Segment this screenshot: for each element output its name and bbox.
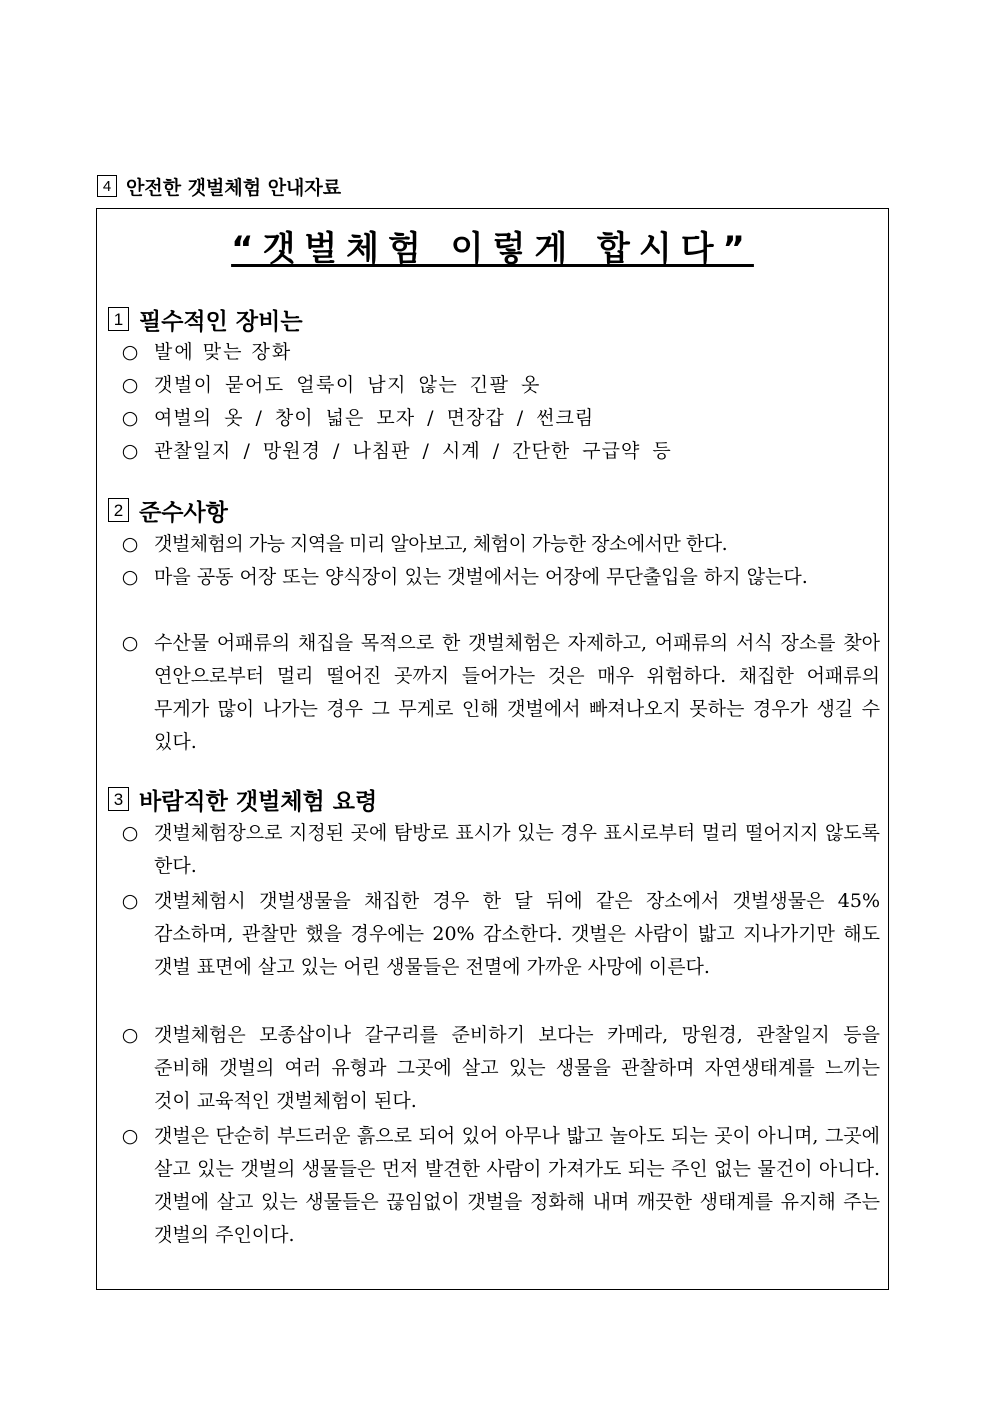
guideline-item-text: 갯벌체험장으로 지정된 곳에 탐방로 표시가 있는 경우 표시로부터 멀리 떨어지지 않도록 한다. xyxy=(154,822,880,877)
equipment-item xyxy=(119,435,880,468)
rule-item-text: 갯벌체험의 가능 지역을 미리 알아보고, 체험이 가능한 장소에서만 한다. xyxy=(154,533,728,555)
guideline-item-text: 갯벌체험시 갯벌생물을 채집한 경우 한 달 뒤에 같은 장소에서 갯벌생물은 45% 감소하며, 관찰만 했을 경우에는 20% 감소한다. 갯벌은 사람이 밟고 지나가기만 해도 갯벌 표면에 살고 있는 어린 생물들은 전멸에 가까운 사망에 이른다. xyxy=(154,890,880,978)
rule-item xyxy=(119,528,880,561)
section-1-title: 필수적인 장비는 xyxy=(139,308,303,335)
bullet-circle: ○ xyxy=(121,407,139,429)
bullet-circle: ○ xyxy=(121,341,139,363)
section-3-number-box: 3 xyxy=(108,787,129,811)
main-title-text: “갯벌체험 이렇게 합시다” xyxy=(231,229,754,269)
bullet-circle: ○ xyxy=(121,1125,139,1147)
guideline-item xyxy=(119,1120,880,1252)
equipment-item xyxy=(119,402,880,435)
main-title xyxy=(97,225,888,273)
document-section-heading xyxy=(97,172,341,200)
guideline-item-text: 갯벌체험은 모종삽이나 갈구리를 준비하기 보다는 카메라, 망원경, 관찰일지 등을 준비해 갯벌의 여러 유형과 그곳에 살고 있는 생물을 관찰하며 자연생태계를 느끼는 것이 교육적인 갯벌체험이 된다. xyxy=(154,1024,880,1112)
bullet-circle: ○ xyxy=(121,374,139,396)
rule-item xyxy=(119,627,880,759)
guideline-item xyxy=(119,1019,880,1118)
heading-number-box: 4 xyxy=(97,175,117,197)
guideline-item-text: 갯벌은 단순히 부드러운 흙으로 되어 있어 아무나 밟고 놀아도 되는 곳이 아니며, 그곳에 살고 있는 갯벌의 생물들은 먼저 발견한 사람이 가져가도 되는 주인 없는 물건이 아니다. 갯벌에 살고 있는 생물들은 끊임없이 갯벌을 정화해 내며 깨끗한 생태계를 유지해 주는 갯벌의 주인이다. xyxy=(154,1125,880,1246)
guide-frame xyxy=(96,208,889,1290)
section-2-heading xyxy=(108,495,228,525)
heading-label: 안전한 갯벌체험 안내자료 xyxy=(126,176,342,199)
section-2-number-box: 2 xyxy=(108,498,129,522)
bullet-circle: ○ xyxy=(121,890,139,912)
guideline-item xyxy=(119,817,880,883)
equipment-item xyxy=(119,336,880,369)
equipment-item-text: 발에 맞는 장화 xyxy=(154,341,293,363)
bullet-circle: ○ xyxy=(121,632,139,654)
equipment-item-text: 갯벌이 묻어도 얼룩이 남지 않는 긴팔 옷 xyxy=(154,374,541,396)
bullet-circle: ○ xyxy=(121,533,139,555)
section-1-heading xyxy=(108,304,303,334)
rule-item-text: 마을 공동 어장 또는 양식장이 있는 갯벌에서는 어장에 무단출입을 하지 않는다. xyxy=(154,566,808,588)
equipment-item-text: 여벌의 옷 / 창이 넓은 모자 / 면장갑 / 썬크림 xyxy=(154,407,595,429)
bullet-circle: ○ xyxy=(121,440,139,462)
rule-item-text: 수산물 어패류의 채집을 목적으로 한 갯벌체험은 자제하고, 어패류의 서식 장소를 찾아 연안으로부터 멀리 떨어진 곳까지 들어가는 것은 매우 위험하다. 채집한 어패류의 무게가 많이 나가는 경우 그 무게로 인해 갯벌에서 빠져나오지 못하는 경우가 생길 수 있다. xyxy=(154,632,880,753)
section-2-title: 준수사항 xyxy=(139,499,228,526)
section-1-number-box: 1 xyxy=(108,307,129,331)
equipment-item-text: 관찰일지 / 망원경 / 나침판 / 시계 / 간단한 구급약 등 xyxy=(154,440,672,462)
bullet-circle: ○ xyxy=(121,822,139,844)
equipment-item xyxy=(119,369,880,402)
section-3-title: 바람직한 갯벌체험 요령 xyxy=(139,788,378,815)
bullet-circle: ○ xyxy=(121,566,139,588)
rule-item xyxy=(119,561,880,594)
section-3-heading xyxy=(108,784,377,814)
bullet-circle: ○ xyxy=(121,1024,139,1046)
guideline-item xyxy=(119,885,880,984)
